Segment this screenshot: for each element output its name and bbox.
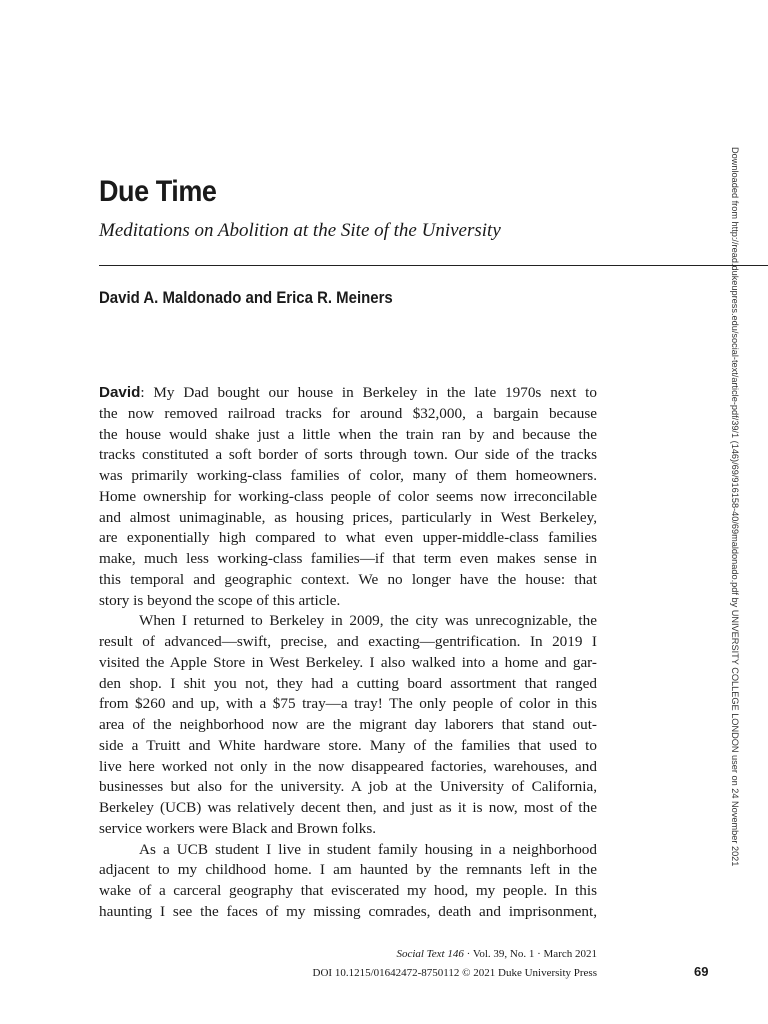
article-subtitle: Meditations on Abolition at the Site of the University xyxy=(99,220,501,241)
journal-citation xyxy=(396,947,597,961)
article-title: Due Time xyxy=(99,175,217,208)
body-line: are exponentially high compared to what even upper-middle-class families xyxy=(99,529,597,547)
body-line: den shop. I shit you not, they had a cutting board assortment that ranged xyxy=(99,674,597,692)
body-line: result of advanced—swift, precise, and exacting—gentrification. In 2019 I xyxy=(99,633,597,650)
body-line: from $260 and up, with a $75 tray—a tray! The only people of color in this xyxy=(99,695,597,713)
body-line: As a UCB student I live in student family housing in a neighborhood xyxy=(139,840,597,858)
journal-name: Social Text 146 xyxy=(396,948,464,960)
body-line: was primarily working-class families of color, many of them homeowners. xyxy=(99,467,597,484)
body-line: the house would shake just a little when the train ran by and because the xyxy=(99,425,597,443)
body-line: tracks constituted a soft border of sorts through town. Our side of the tracks xyxy=(99,446,597,464)
title-divider xyxy=(99,265,768,266)
journal-issue: · Vol. 39, No. 1 · March 2021 xyxy=(463,948,597,960)
body-line: haunting I see the faces of my missing comrades, death and imprisonment, xyxy=(99,902,597,920)
body-line: the now removed railroad tracks for around $32,000, a bargain because xyxy=(99,404,597,422)
download-notice: Downloaded from http://read.dukeupress.edu/social-text/article-pdf/39/1 (146)/69/916158-40/69maldonado.pdf by UNIVERSITY COLLEGE LONDON user on 24 November 2021 xyxy=(730,147,740,867)
body-line: visited the Apple Store in West Berkeley. I also walked into a home and gar- xyxy=(99,653,597,671)
body-line: and almost unimaginable, as housing prices, particularly in West Berkeley, xyxy=(99,508,597,526)
speaker-name: David xyxy=(99,384,141,401)
body-line: this temporal and geographic context. We no longer have the house: that xyxy=(99,570,597,588)
body-line: adjacent to my childhood home. I am haunted by the remnants left in the xyxy=(99,861,597,879)
doi-copyright: DOI 10.1215/01642472-8750112 © 2021 Duke University Press xyxy=(312,967,597,979)
body-line: Home ownership for working-class people of color seems now irreconcilable xyxy=(99,487,597,505)
body-line: David: My Dad bought our house in Berkeley in the late 1970s next to xyxy=(99,384,597,401)
body-line: When I returned to Berkeley in 2009, the city was unrecognizable, the xyxy=(139,612,597,630)
body-line: side a Truitt and White hardware store. Many of the families that used to xyxy=(99,736,597,754)
body-line: area of the neighborhood now are the migrant day laborers that stand out- xyxy=(99,716,597,733)
body-line: live here worked not only in the now disappeared factories, warehouses, and xyxy=(99,757,597,775)
body-line: Berkeley (UCB) was relatively decent then, and just as it is now, most of the xyxy=(99,799,597,816)
article-body xyxy=(99,383,597,923)
body-line: service workers were Black and Brown folks. xyxy=(99,819,377,837)
body-line: story is beyond the scope of this article. xyxy=(99,591,341,609)
article-authors: David A. Maldonado and Erica R. Meiners xyxy=(99,288,393,307)
page-number: 69 xyxy=(694,964,709,979)
body-line: wake of a carceral geography that eviscerated my hood, my people. In this xyxy=(99,882,597,899)
body-line: businesses but also for the university. A job at the University of California, xyxy=(99,778,597,796)
body-line: make, much less working-class families—if that term even makes sense in xyxy=(99,550,597,567)
